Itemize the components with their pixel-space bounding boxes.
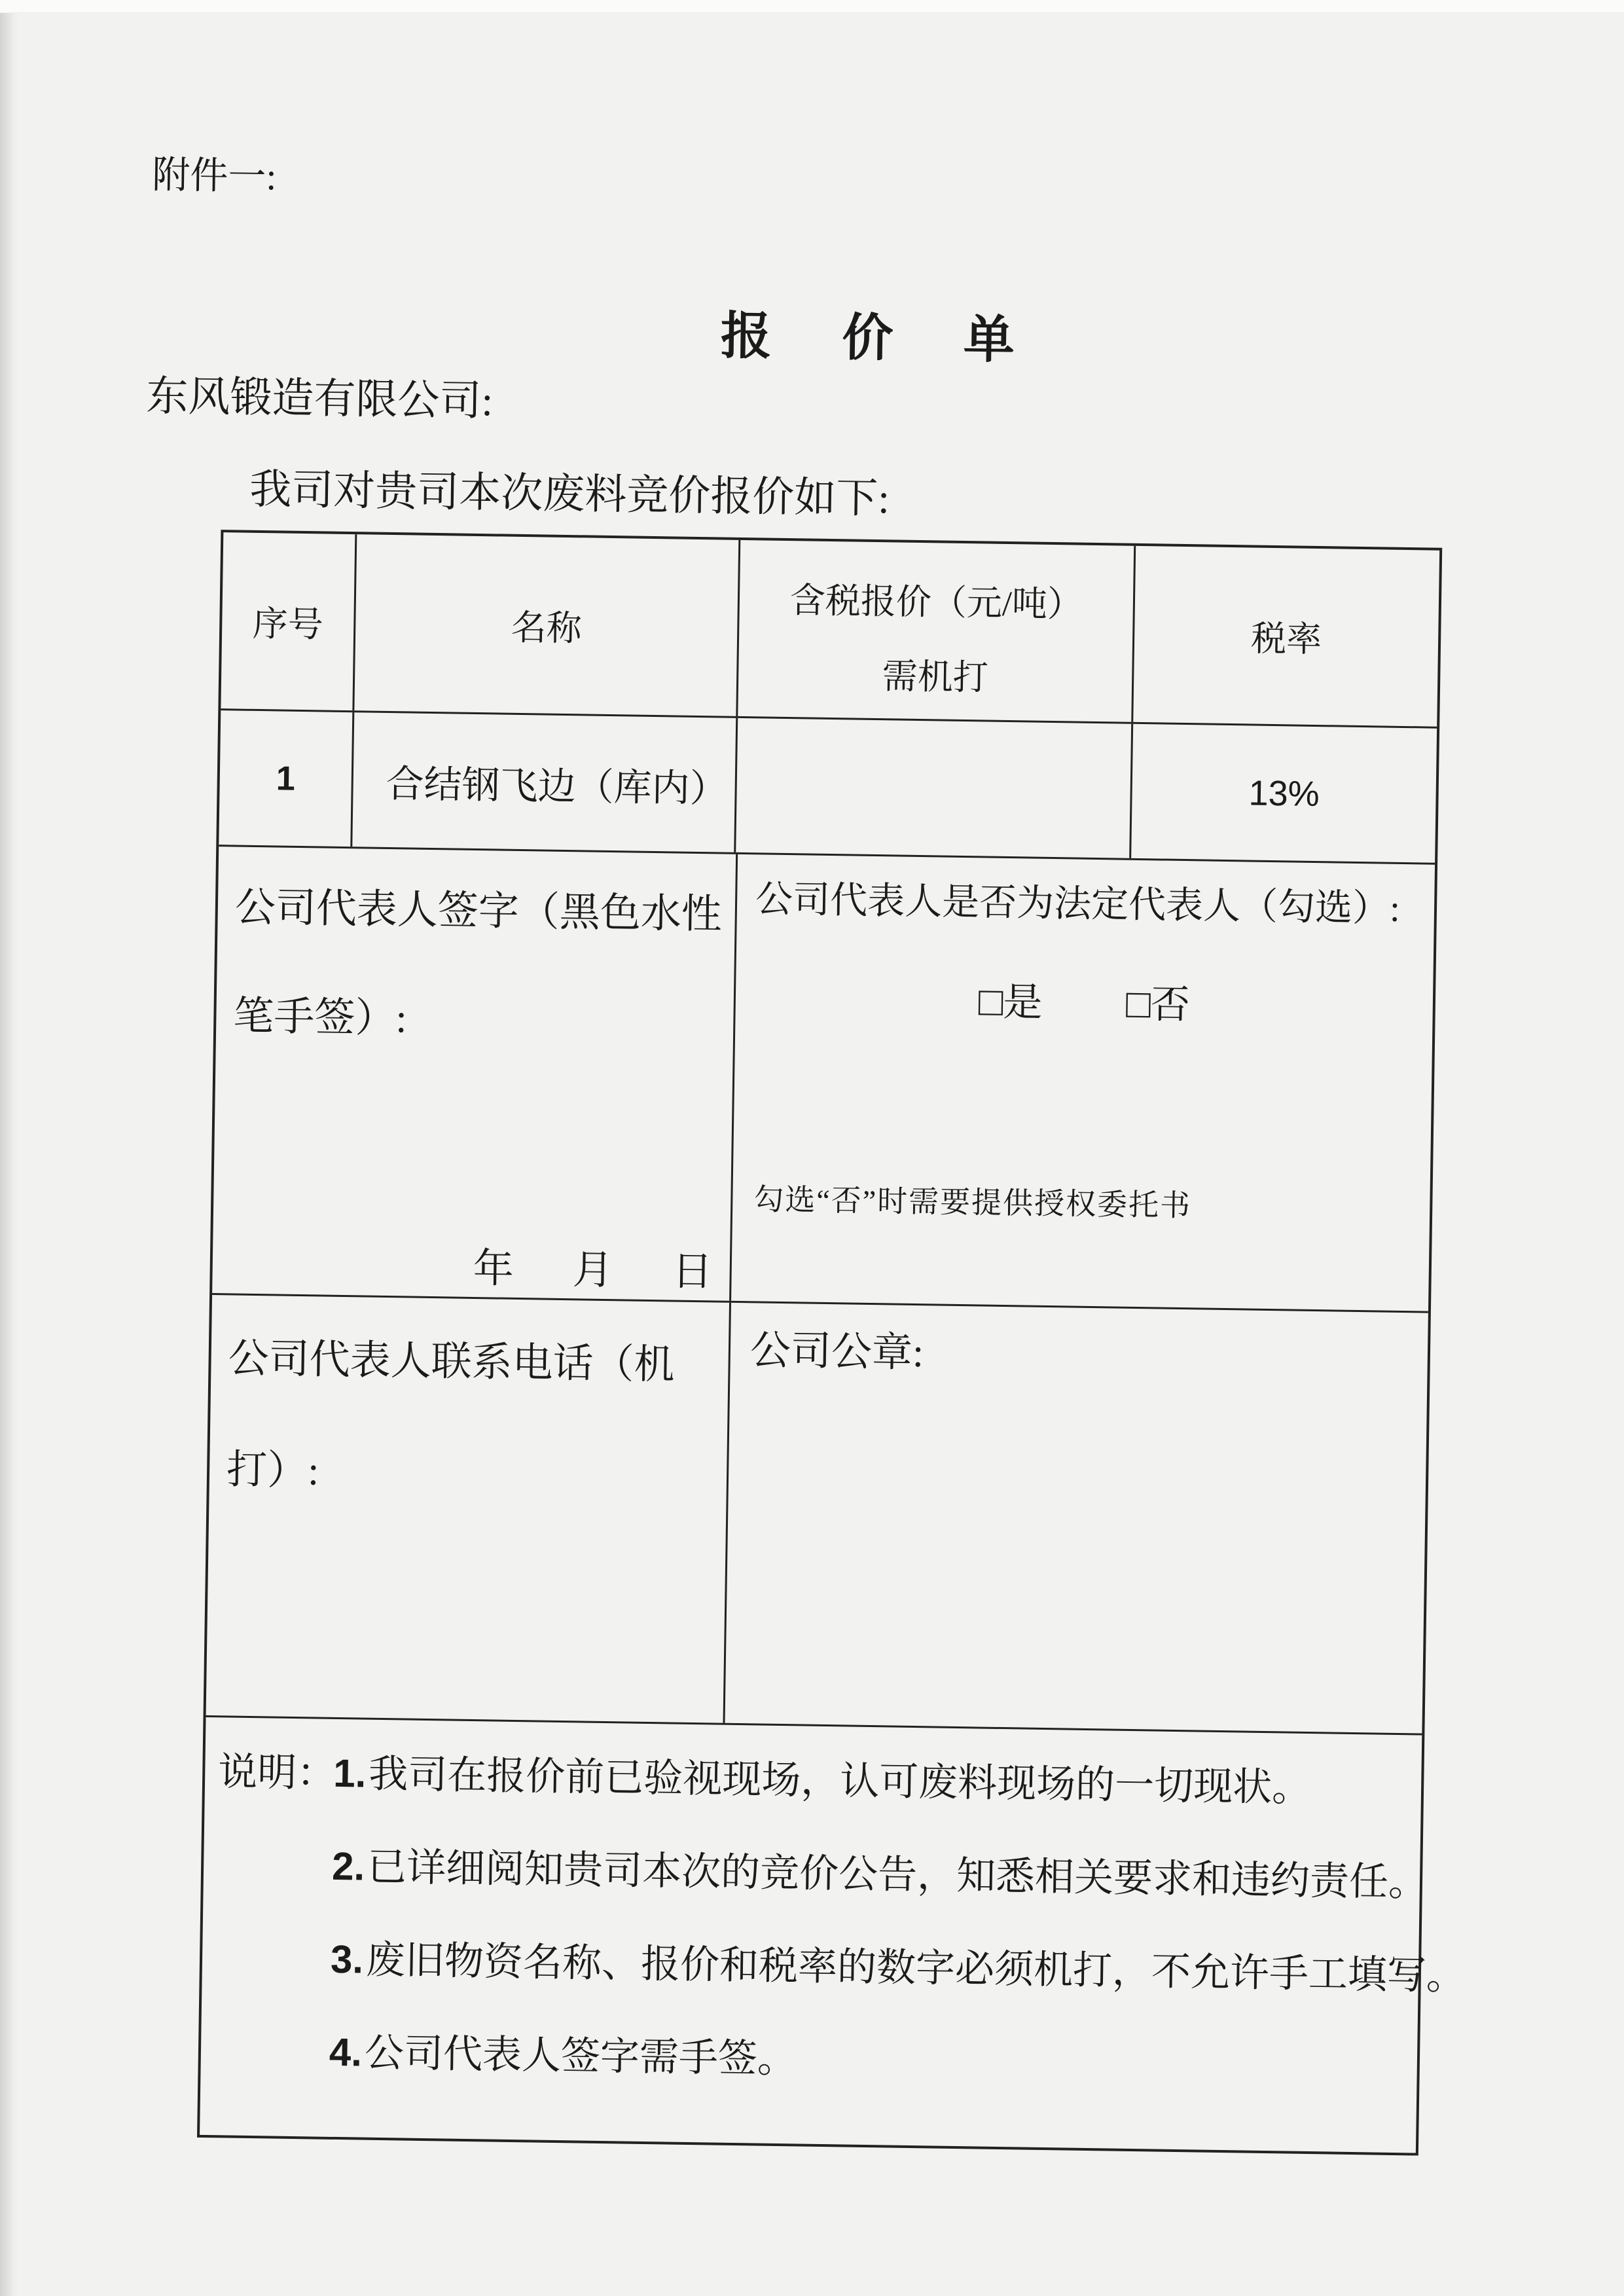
note-number: 4. (329, 2030, 363, 2075)
phone-cell (206, 1295, 731, 1723)
table-row (219, 710, 1437, 865)
page-title: 报 价 单 (720, 307, 1044, 369)
table-header-row (221, 532, 1439, 729)
header-price-line1: 含税报价（元/吨） (789, 581, 1083, 625)
note-number: 3. (330, 1937, 364, 1982)
authorization-note: 勾选“否”时需要提供授权委托书 (753, 1182, 1192, 1223)
note-number: 2. (331, 1844, 365, 1889)
row-tax-cell: 13% (1248, 773, 1320, 814)
checkbox-yes-label: 是 (1002, 980, 1043, 1025)
checkbox-yes[interactable] (978, 970, 1043, 1027)
note-text: 废旧物资名称、报价和税率的数字必须机打，不允许手工填写。 (365, 1938, 1466, 1998)
scan-edge-shadow (0, 0, 20, 2296)
note-line-3 (330, 1913, 1466, 2023)
checkbox-icon: □ (1125, 981, 1151, 1027)
note-line-4 (329, 2006, 1465, 2116)
checkbox-no-label: 否 (1150, 983, 1191, 1027)
addressee-line: 东风锻造有限公司: (145, 373, 494, 425)
header-cell-name: 名称 (354, 534, 740, 716)
company-seal-label: 公司公章: (749, 1328, 924, 1376)
legal-rep-options (735, 967, 1433, 1034)
phone-label-line1: 公司代表人联系电话（机 (228, 1336, 676, 1388)
notes-label: 说明： (217, 1750, 336, 1795)
note-text: 已详细阅知贵司本次的竞价公告，知悉相关要求和违约责任。 (367, 1845, 1428, 1904)
legal-rep-cell (731, 854, 1435, 1311)
note-text: 公司代表人签字需手签。 (364, 2031, 797, 2081)
company-seal-cell (725, 1303, 1428, 1734)
note-line-1 (217, 1725, 1469, 1836)
notes-cell (200, 1717, 1486, 2154)
row-name-cell: 合结钢飞边（库内） (352, 712, 738, 852)
note-number: 1. (333, 1751, 367, 1796)
notes-row (200, 1717, 1466, 2153)
signature-label-line1: 公司代表人签字（黑色水性 (234, 885, 723, 938)
quotation-table (197, 530, 1466, 2155)
row-no-cell: 1 (219, 710, 354, 847)
checkbox-icon: □ (978, 979, 1003, 1025)
signature-label-line2: 笔手签）: (232, 994, 408, 1042)
signature-cell (212, 847, 738, 1301)
note-line-2 (331, 1820, 1468, 1930)
header-price-line2: 需机打 (882, 657, 989, 698)
phone-seal-row (206, 1295, 1428, 1735)
note-text: 我司在报价前已验视现场，认可废料现场的一切现状。 (368, 1752, 1312, 1810)
checkbox-no[interactable] (1126, 973, 1191, 1030)
attachment-label: 附件一: (151, 153, 278, 198)
date-line: 年 月 日 (473, 1246, 723, 1295)
row-price-cell (736, 718, 1133, 858)
intro-line: 我司对贵司本次废料竞价报价如下: (249, 465, 890, 522)
signature-row (212, 847, 1435, 1313)
header-cell-no: 序号 (221, 532, 357, 710)
header-cell-price (738, 540, 1136, 722)
legal-rep-question: 公司代表人是否为法定代表人（勾选）: (755, 879, 1401, 930)
scan-top-edge (0, 0, 1624, 13)
header-cell-tax: 税率 (1250, 619, 1322, 660)
phone-label-line2: 打）: (226, 1448, 319, 1494)
